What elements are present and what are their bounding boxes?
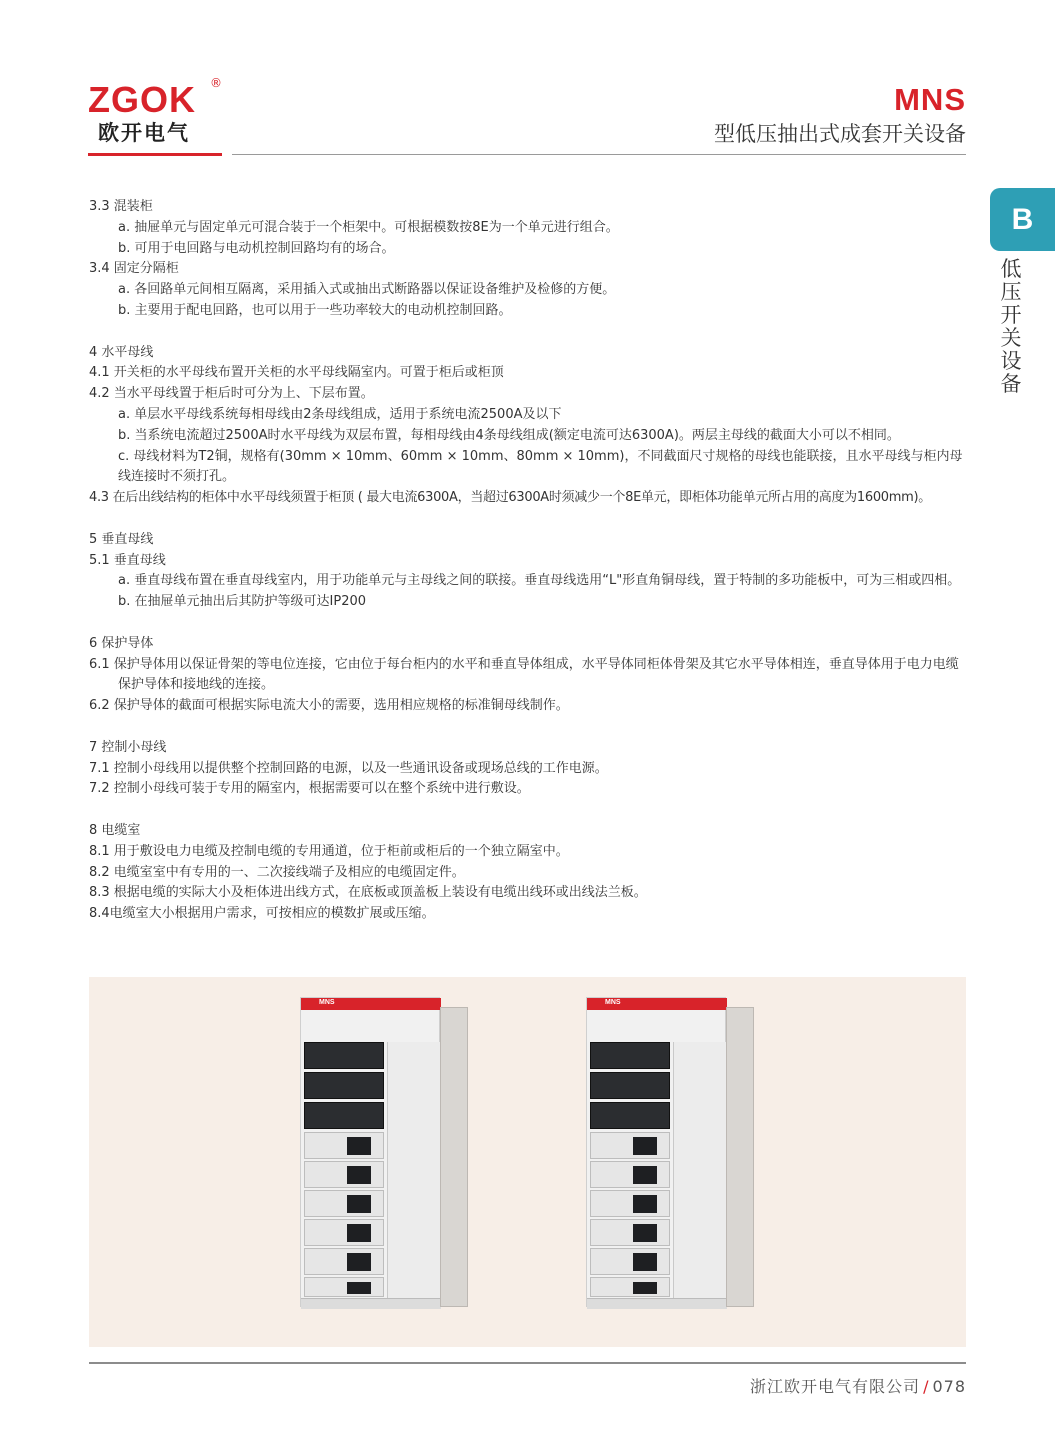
para-8-2: 8.2 电缆室室中有专用的一、二次接线端子及相应的电缆固定件。 [89, 864, 465, 880]
para-7-1: 7.1 控制小母线用以提供整个控制回路的电源，以及一些通讯设备或现场总线的工作电源。 [89, 760, 608, 776]
heading-8: 8 电缆室 [89, 822, 141, 838]
item-3-4-b: b. 主要用于配电回路，也可以用于一些功率较大的电动机控制回路。 [118, 302, 512, 318]
page-footer [750, 1374, 966, 1397]
para-4-2: 4.2 当水平母线置于柜后时可分为上、下层布置。 [89, 386, 374, 402]
item-3-3-b: b. 可用于电回路与电动机控制回路均有的场合。 [118, 240, 395, 256]
cabinet-image-right [586, 997, 754, 1307]
heading-3-3: 3.3 混装柜 [89, 199, 153, 214]
product-photo-panel [89, 977, 966, 1347]
item-4-2-c: c. 母线材料为T2铜，规格有(30mm × 10mm、60mm × 10mm、80mm × 10mm)，不同截面尺寸规格的母线也能联接，且水平母线与柜内母线连接时不须打孔。 [118, 448, 963, 485]
section-tab-letter: B [1011, 202, 1034, 236]
cabinet-label: MNS [605, 999, 621, 1006]
section-tab-label: 低压开关设备 [1000, 257, 1022, 396]
logo-wordmark: ZGOK [88, 79, 196, 120]
heading-4: 4 水平母线 [89, 344, 154, 360]
item-5-1-b: b. 在抽屉单元抽出后其防护等级可达IP200 [118, 594, 367, 610]
footer-divider [89, 1362, 966, 1364]
heading-7: 7 控制小母线 [89, 739, 167, 755]
header-divider [232, 154, 966, 155]
brand-logo [88, 76, 228, 146]
item-4-2-b: b. 当系统电流超过2500A时水平母线为双层布置，每相母线由4条母线组成(额定电流可达6300A)。两层主母线的截面大小可以不相同。 [118, 427, 900, 443]
document-body [89, 197, 969, 925]
para-8-4: 8.4电缆室大小根据用户需求，可按相应的模数扩展或压缩。 [89, 906, 435, 922]
product-title: 型低压抽出式成套开关设备 [714, 122, 966, 146]
logo-chinese-name: 欧开电气 [98, 121, 190, 145]
footer-separator: / [923, 1377, 930, 1396]
para-8-1: 8.1 用于敷设电力电缆及控制电缆的专用通道，位于柜前或柜后的一个独立隔室中。 [89, 843, 569, 859]
para-4-1: 4.1 开关柜的水平母线布置开关柜的水平母线隔室内。可置于柜后或柜顶 [89, 365, 504, 381]
para-6-2: 6.2 保护导体的截面可根据实际电流大小的需要，选用相应规格的标准铜母线制作。 [89, 698, 569, 714]
section-tab [990, 188, 1055, 251]
item-3-4-a: a. 各回路单元间相互隔离，采用插入式或抽出式断路器以保证设备维护及检修的方便。 [118, 282, 616, 298]
product-code: MNS [894, 82, 966, 117]
footer-company: 浙江欧开电气有限公司 [750, 1377, 921, 1396]
cabinet-image-left [300, 997, 468, 1307]
heading-6: 6 保护导体 [89, 635, 154, 651]
heading-3-4: 3.4 固定分隔柜 [89, 261, 179, 277]
para-4-3: 4.3 在后出线结构的柜体中水平母线须置于柜顶 ( 最大电流6300A，当超过6300A时须减少一个8E单元，即柜体功能单元所占用的高度为1600mm)。 [89, 490, 931, 506]
cabinet-label: MNS [319, 999, 335, 1006]
heading-5: 5 垂直母线 [89, 531, 154, 547]
para-6-1: 6.1 保护导体用以保证骨架的等电位连接，它由位于每台柜内的水平和垂直导体组成，水平导体同柜体骨架及其它水平导体相连，垂直导体用于电力电缆保护导体和接地线的连接。 [89, 656, 959, 693]
para-8-3: 8.3 根据电缆的实际大小及柜体进出线方式，在底板或顶盖板上装设有电缆出线环或出线法兰板。 [89, 885, 647, 901]
page-number: 078 [932, 1377, 966, 1396]
logo-underline [88, 153, 222, 156]
para-7-2: 7.2 控制小母线可装于专用的隔室内，根据需要可以在整个系统中进行敷设。 [89, 781, 530, 797]
registered-mark: ® [210, 76, 222, 90]
para-5-1: 5.1 垂直母线 [89, 552, 166, 568]
item-3-3-a: a. 抽屉单元与固定单元可混合装于一个柜架中。可根据模数按8E为一个单元进行组合。 [118, 219, 619, 235]
item-5-1-a: a. 垂直母线布置在垂直母线室内，用于功能单元与主母线之间的联接。垂直母线选用“L"形直角铜母线，置于特制的多功能板中，可为三相或四相。 [118, 573, 961, 589]
item-4-2-a: a. 单层水平母线系统每相母线由2条母线组成，适用于系统电流2500A及以下 [118, 406, 562, 422]
